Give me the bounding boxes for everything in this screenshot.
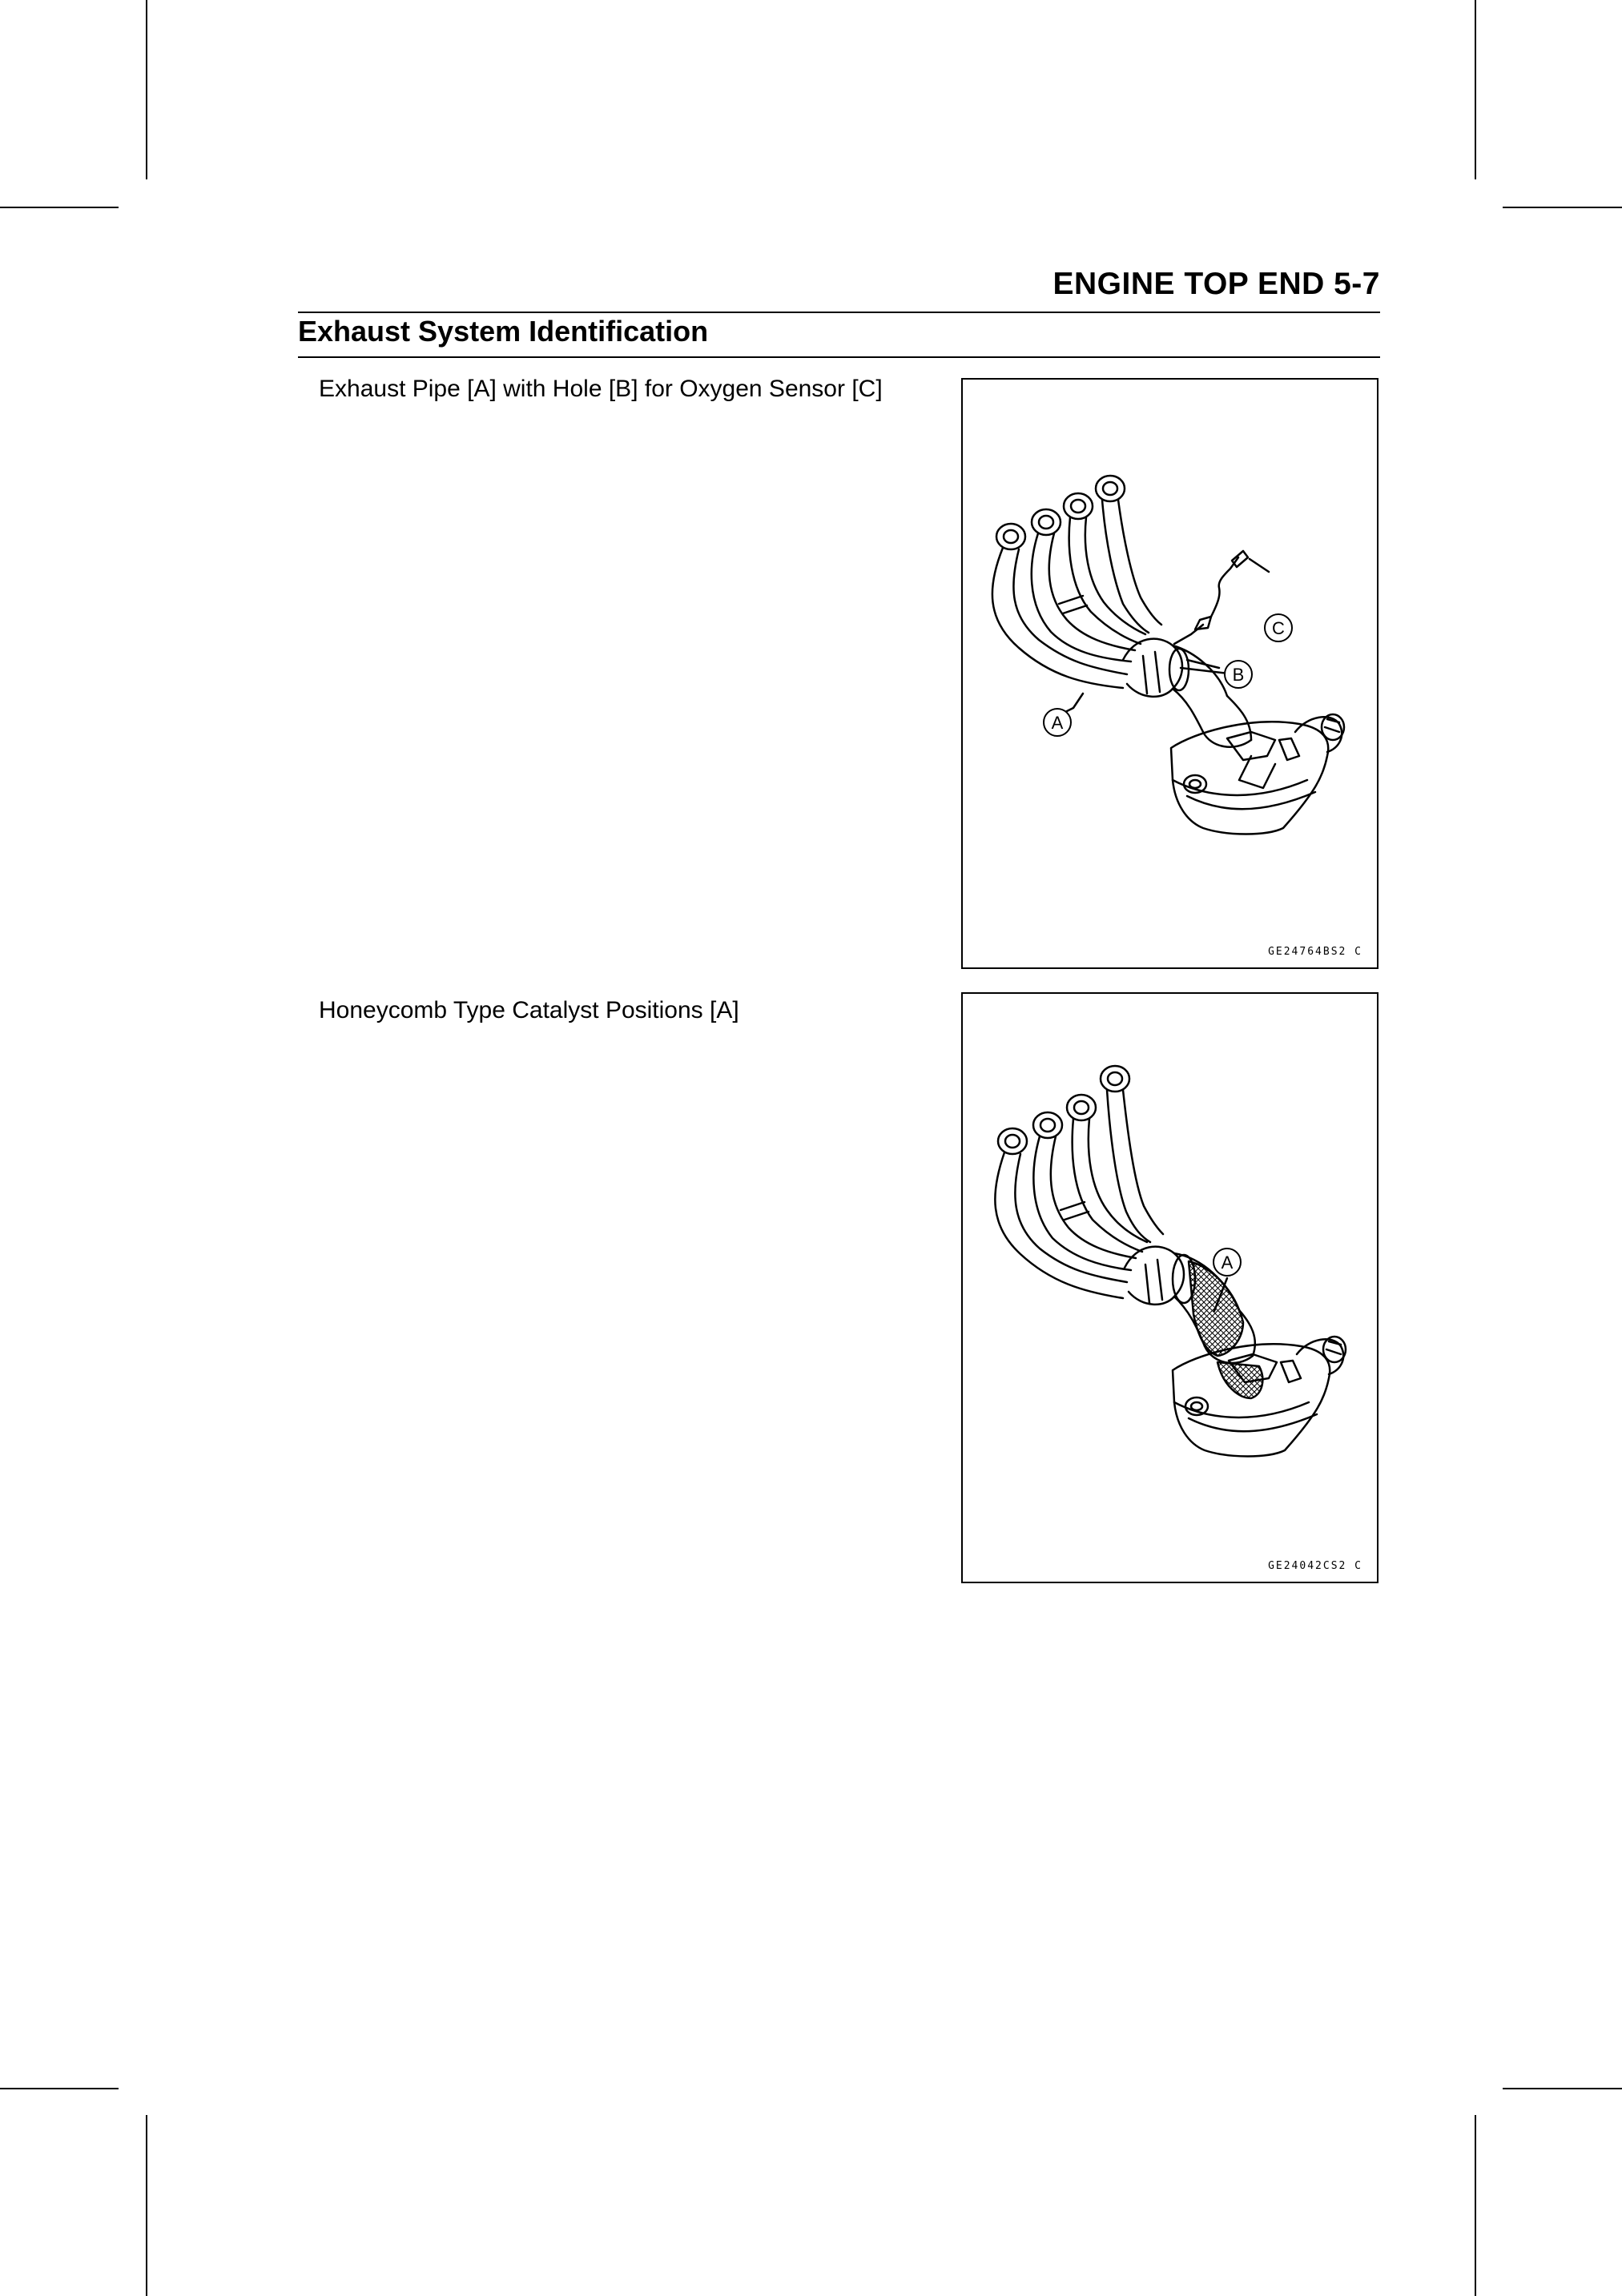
figure-honeycomb-catalyst: [961, 992, 1378, 1583]
callout-a: A: [1051, 713, 1064, 733]
callout-b: B: [1232, 665, 1245, 685]
header-flanges: [996, 476, 1125, 549]
callout-a: A: [1221, 1253, 1234, 1273]
figure-code-2: GE24042CS2 C: [1268, 1560, 1362, 1572]
section-rule: [298, 356, 1380, 358]
crop-mark-top-right-v: [1475, 0, 1476, 179]
crop-mark-top-left-v: [146, 0, 147, 179]
page-header-title: ENGINE TOP END 5-7: [1052, 267, 1380, 301]
callout-labels: [1213, 1249, 1241, 1276]
figure-exhaust-pipe-oxygen-sensor: [961, 378, 1378, 969]
exhaust-system-catalyst-illustration: [963, 994, 1377, 1582]
crop-mark-top-right-h: [1503, 207, 1622, 208]
crop-mark-bottom-left-v: [146, 2115, 147, 2296]
figure-caption-1: Exhaust Pipe [A] with Hole [B] for Oxygen Sensor [C]: [319, 376, 883, 402]
figure-code-1: GE24764BS2 C: [1268, 946, 1362, 958]
exhaust-system-illustration: [963, 380, 1377, 967]
header-rule: [298, 312, 1380, 313]
crop-mark-bottom-left-h: [0, 2088, 119, 2089]
header-flanges: [998, 1066, 1129, 1154]
figure-caption-2: Honeycomb Type Catalyst Positions [A]: [319, 997, 739, 1023]
section-title: Exhaust System Identification: [298, 315, 709, 348]
crop-mark-bottom-right-h: [1503, 2088, 1622, 2089]
callout-c: C: [1272, 618, 1285, 638]
crop-mark-bottom-right-v: [1475, 2115, 1476, 2296]
crop-mark-top-left-h: [0, 207, 119, 208]
